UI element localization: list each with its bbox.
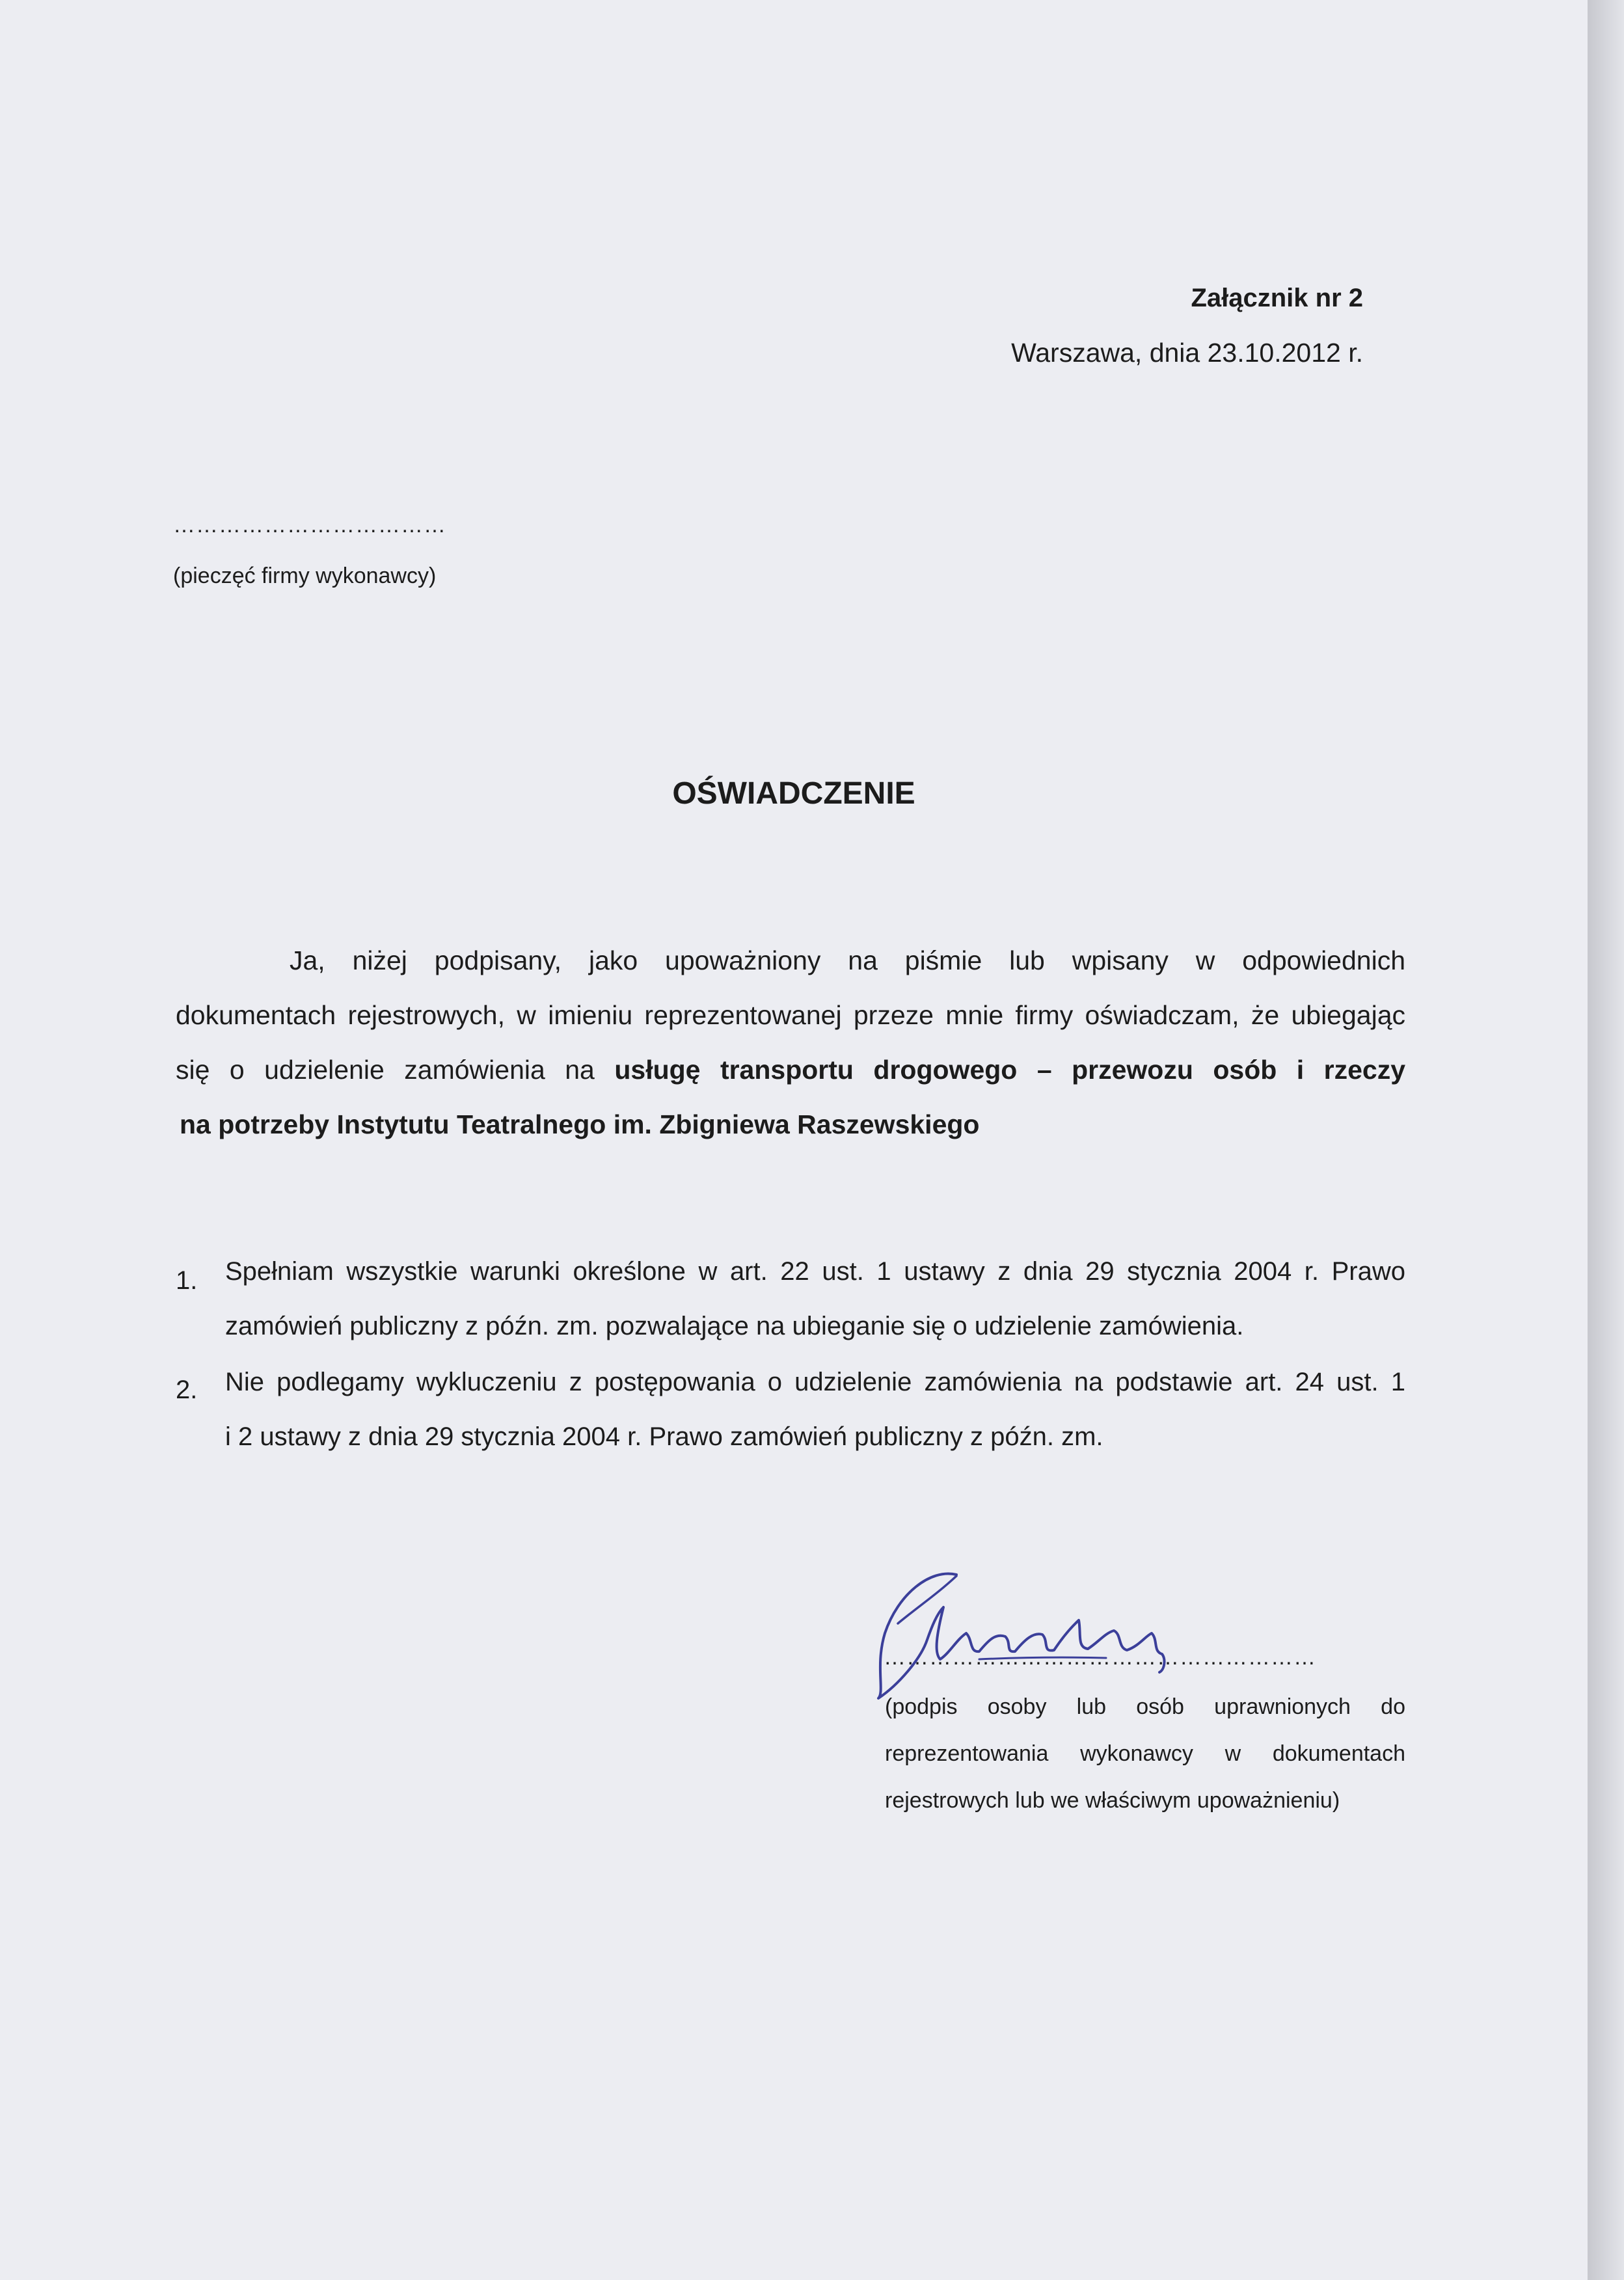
- signature-placeholder-dots: …………………………………………………: [884, 1645, 1316, 1670]
- signature-caption-line-3: rejestrowych lub we właściwym upoważnieniu): [885, 1788, 1340, 1813]
- place-and-date: Warszawa, dnia 23.10.2012 r.: [1011, 338, 1363, 368]
- list-item-2-line-1: Nie podlegamy wykluczeniu z postępowania o udzielenie zamówienia na podstawie art. 24 ust. 1: [225, 1368, 1405, 1396]
- list-item-2-number: 2.: [176, 1376, 198, 1404]
- intro-line-4-bold: na potrzeby Instytutu Teatralnego im. Zbigniewa Raszewskiego: [180, 1109, 980, 1139]
- scan-edge: [1588, 0, 1624, 2280]
- intro-line-3: [176, 1057, 1405, 1083]
- list-item-1-number: 1.: [176, 1266, 198, 1295]
- list-item-1-line-1: Spełniam wszystkie warunki określone w art. 22 ust. 1 ustawy z dnia 29 stycznia 2004 r. Prawo: [225, 1257, 1405, 1286]
- document-title: OŚWIADCZENIE: [672, 776, 915, 811]
- list-item-1-line-2: zamówień publiczny z późn. zm. pozwalające na ubieganie się o udzielenie zamówienia.: [225, 1312, 1244, 1340]
- stamp-placeholder-dots: ………………………………: [173, 513, 446, 537]
- signature-caption-line-1: (podpis osoby lub osób uprawnionych do: [885, 1694, 1405, 1719]
- intro-line-3-bold: usługę transportu drogowego – przewozu osób i rzeczy: [614, 1055, 1406, 1085]
- intro-line-3-plain: się o udzielenie zamówienia na: [176, 1055, 615, 1085]
- signature-caption-line-2: reprezentowania wykonawcy w dokumentach: [885, 1741, 1405, 1766]
- intro-line-4: [180, 1111, 1409, 1138]
- intro-line-2: dokumentach rejestrowych, w imieniu reprezentowanej przeze mnie firmy oświadczam, że ubiegając: [176, 1000, 1405, 1030]
- stamp-label: (pieczęć firmy wykonawcy): [173, 563, 437, 588]
- intro-line-1: Ja, niżej podpisany, jako upoważniony na piśmie lub wpisany w odpowiednich: [290, 945, 1405, 975]
- annex-number: Załącznik nr 2: [1191, 284, 1363, 312]
- list-item-2-line-2: i 2 ustawy z dnia 29 stycznia 2004 r. Prawo zamówień publiczny z późn. zm.: [225, 1422, 1103, 1451]
